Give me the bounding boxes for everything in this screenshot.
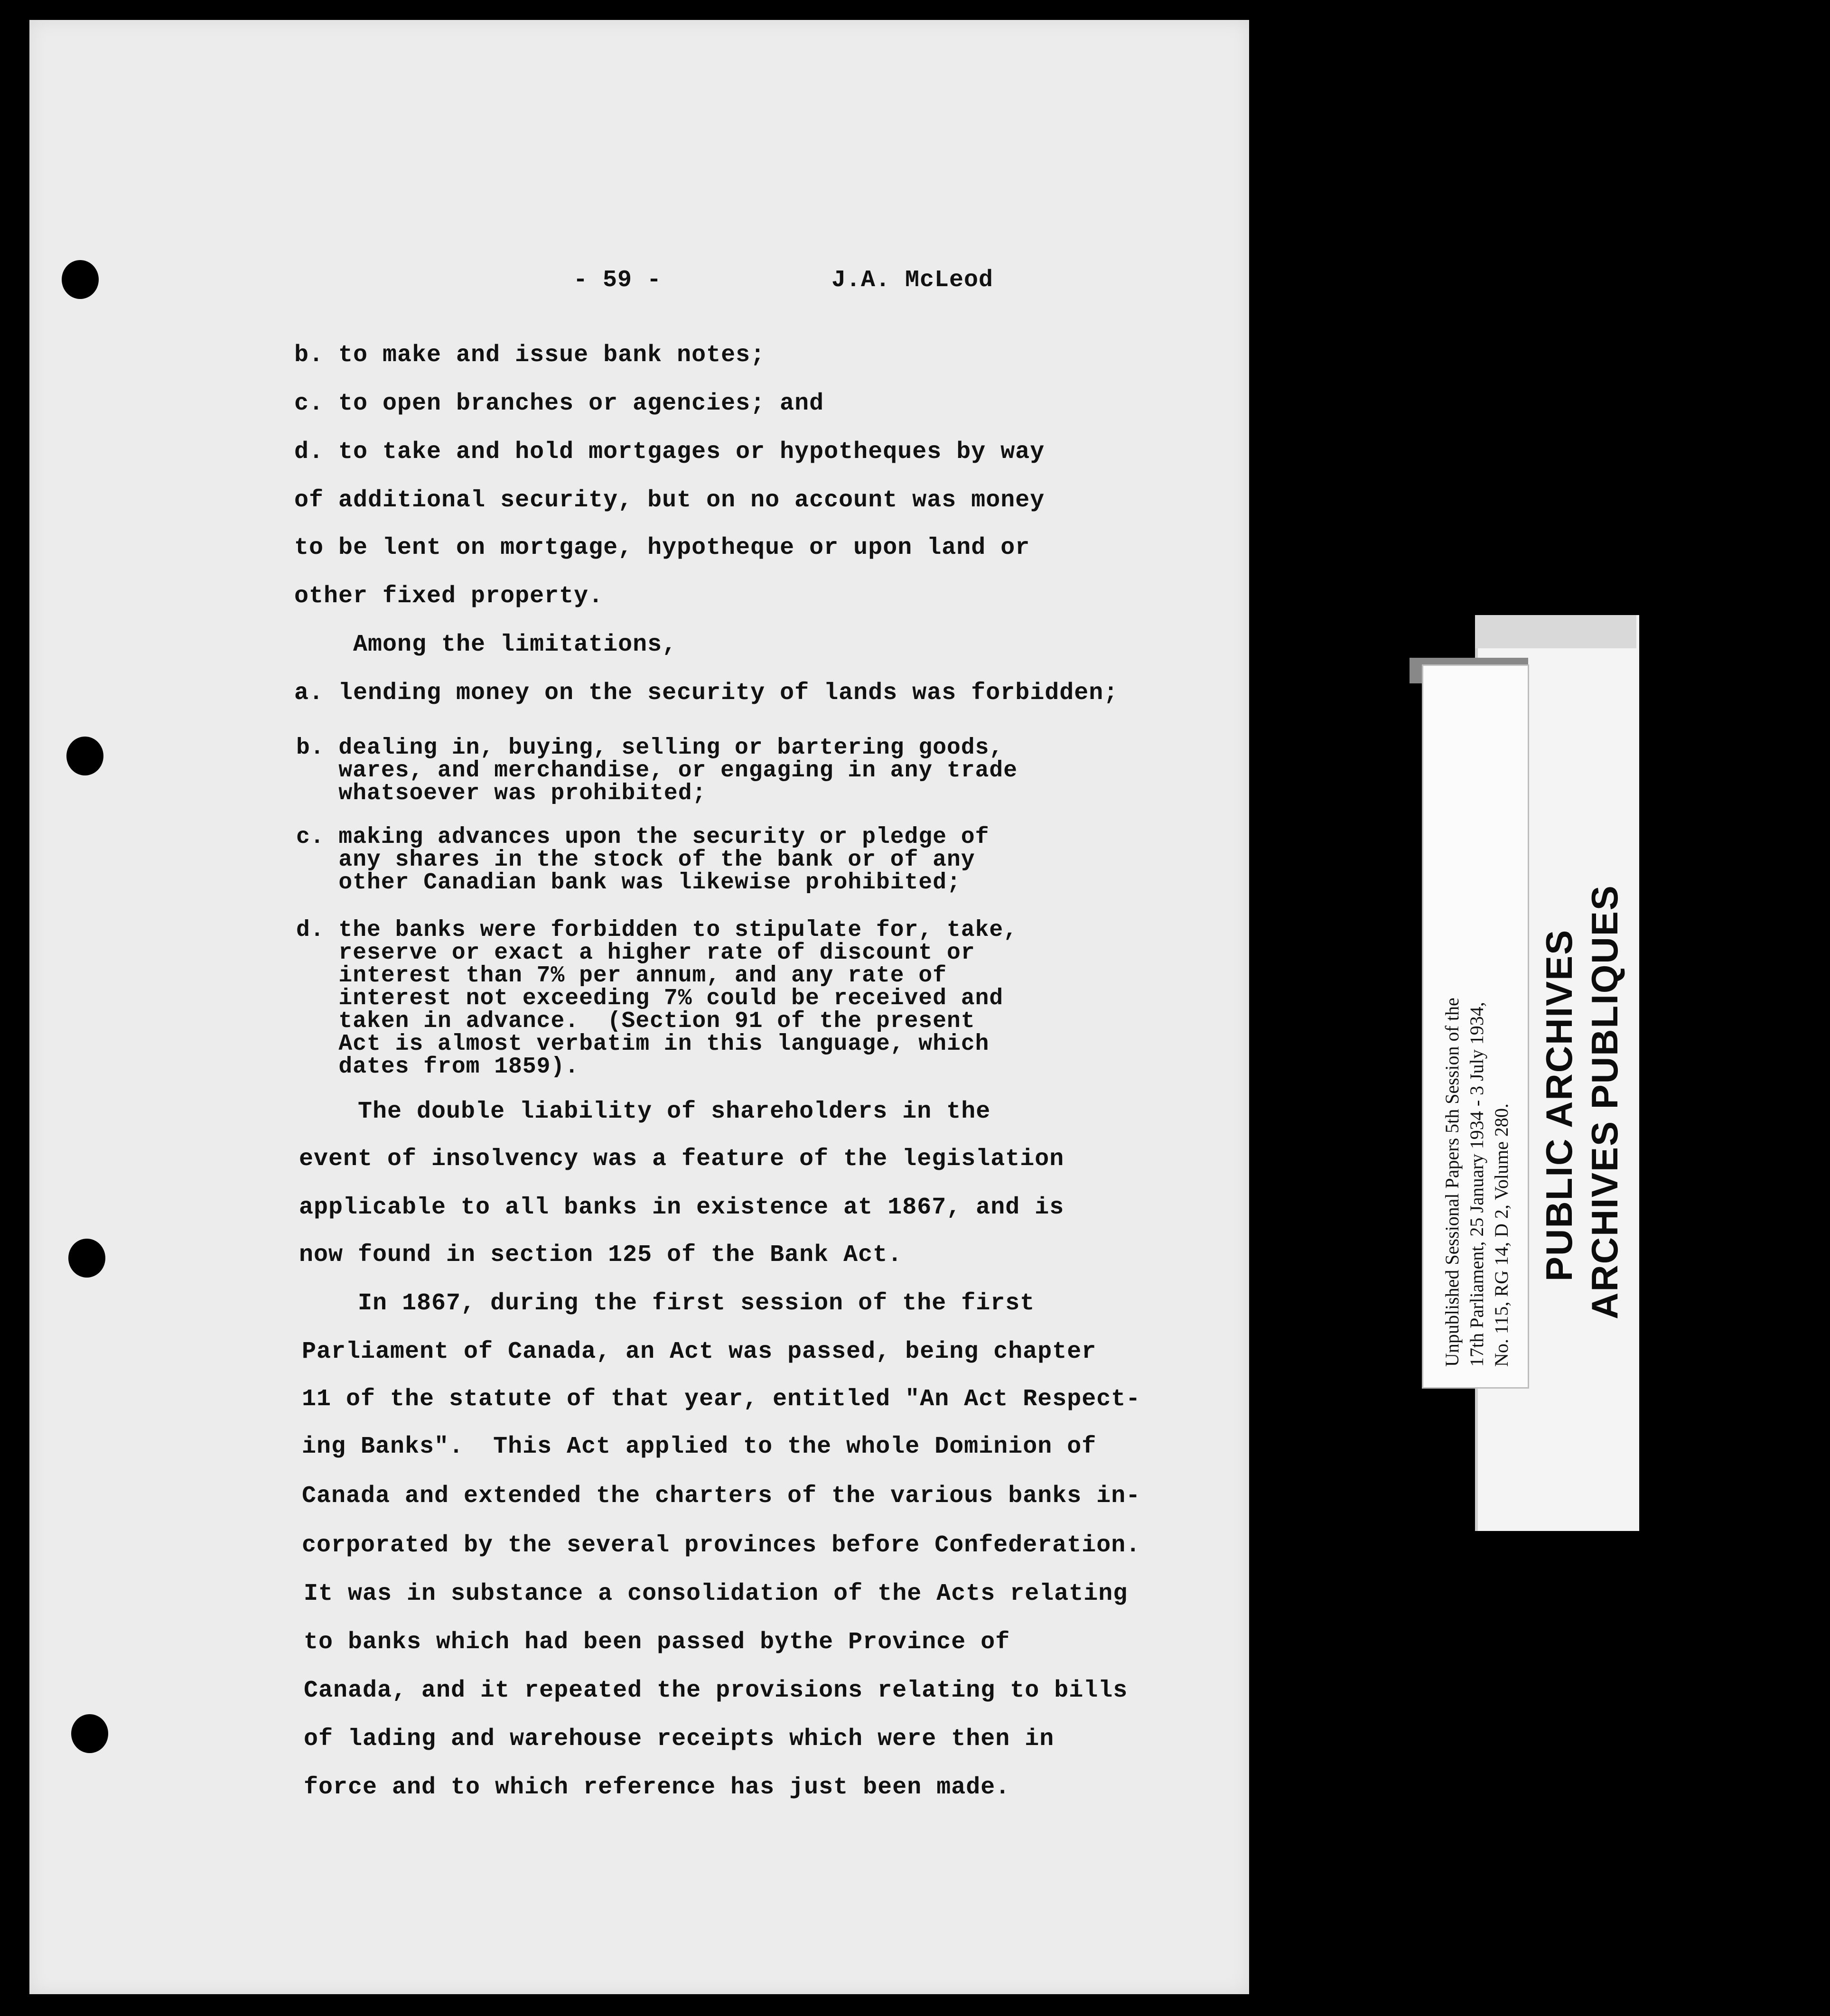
archive-tab-edge bbox=[1475, 615, 1636, 648]
text-line: d. to take and hold mortgages or hypotheques by way bbox=[294, 439, 1045, 466]
text-line: 11 of the statute of that year, entitled "An Act Respect- bbox=[302, 1386, 1141, 1413]
text-line: b. to make and issue bank notes; bbox=[294, 342, 766, 369]
binder-hole bbox=[66, 737, 103, 775]
text-line: c. to open branches or agencies; and bbox=[294, 390, 824, 417]
text-line: of additional security, but on no account was money bbox=[294, 487, 1045, 514]
text-line: The double liability of shareholders in the bbox=[299, 1098, 991, 1125]
text-line: event of insolvency was a feature of the legislation bbox=[299, 1146, 1064, 1173]
binder-hole bbox=[62, 260, 99, 299]
archive-note-line: No. 115, RG 14, D 2, Volume 280. bbox=[1491, 1103, 1512, 1367]
text-line: In 1867, during the first session of the first bbox=[299, 1290, 1035, 1317]
text-line: other fixed property. bbox=[294, 583, 604, 610]
archive-note-line: 17th Parliament, 25 January 1934 - 3 July 1934, bbox=[1466, 1002, 1487, 1367]
text-line: a. lending money on the security of lands was forbidden; bbox=[294, 680, 1119, 707]
limitation-item-d: d. the banks were forbidden to stipulate for, take, reserve or exact a higher rate of discount or interest than 7% per annum, and any rate of interest not exceeding 7% could be received and taken in advance. (Section 91 of the present Act is almost verbatim in this language, which dates from 1859). bbox=[296, 917, 1018, 1080]
text-line: Among the limitations, bbox=[294, 631, 677, 658]
text-line: ing Banks". This Act applied to the whole Dominion of bbox=[302, 1433, 1097, 1460]
text-line: Canada, and it repeated the provisions relating to bills bbox=[304, 1677, 1128, 1704]
text-line: of lading and warehouse receipts which were then in bbox=[304, 1726, 1055, 1753]
text-line: Canada and extended the charters of the various banks in- bbox=[302, 1483, 1141, 1510]
text-line: Parliament of Canada, an Act was passed, being chapter bbox=[302, 1338, 1097, 1365]
text-line: to banks which had been passed bythe Province of bbox=[304, 1629, 1010, 1656]
page-number: - 59 - bbox=[573, 267, 662, 294]
archive-stamp-french: ARCHIVES PUBLIQUES bbox=[1584, 885, 1625, 1319]
text-line: It was in substance a consolidation of the Acts relating bbox=[304, 1580, 1128, 1607]
binder-hole bbox=[68, 1239, 105, 1278]
author-name: J.A. McLeod bbox=[831, 267, 994, 294]
limitation-item-b: b. dealing in, buying, selling or bartering goods, wares, and merchandise, or engaging in any trade whatsoever was prohibited; bbox=[296, 735, 1018, 806]
archive-note-line: Unpublished Sessional Papers 5th Session of the bbox=[1441, 998, 1463, 1367]
text-line: force and to which reference has just been made. bbox=[304, 1774, 1010, 1801]
limitation-item-c: c. making advances upon the security or pledge of any shares in the stock of the bank or of any other Canadian bank was likewise prohibited; bbox=[296, 824, 990, 896]
text-line: applicable to all banks in existence at 1867, and is bbox=[299, 1194, 1064, 1221]
text-line: corporated by the several provinces before Confederation. bbox=[302, 1532, 1141, 1559]
text-line: to be lent on mortgage, hypotheque or upon land or bbox=[294, 534, 1030, 561]
text-line: now found in section 125 of the Bank Act. bbox=[299, 1241, 903, 1269]
archive-stamp-english: PUBLIC ARCHIVES bbox=[1538, 929, 1580, 1281]
binder-hole bbox=[71, 1714, 108, 1753]
